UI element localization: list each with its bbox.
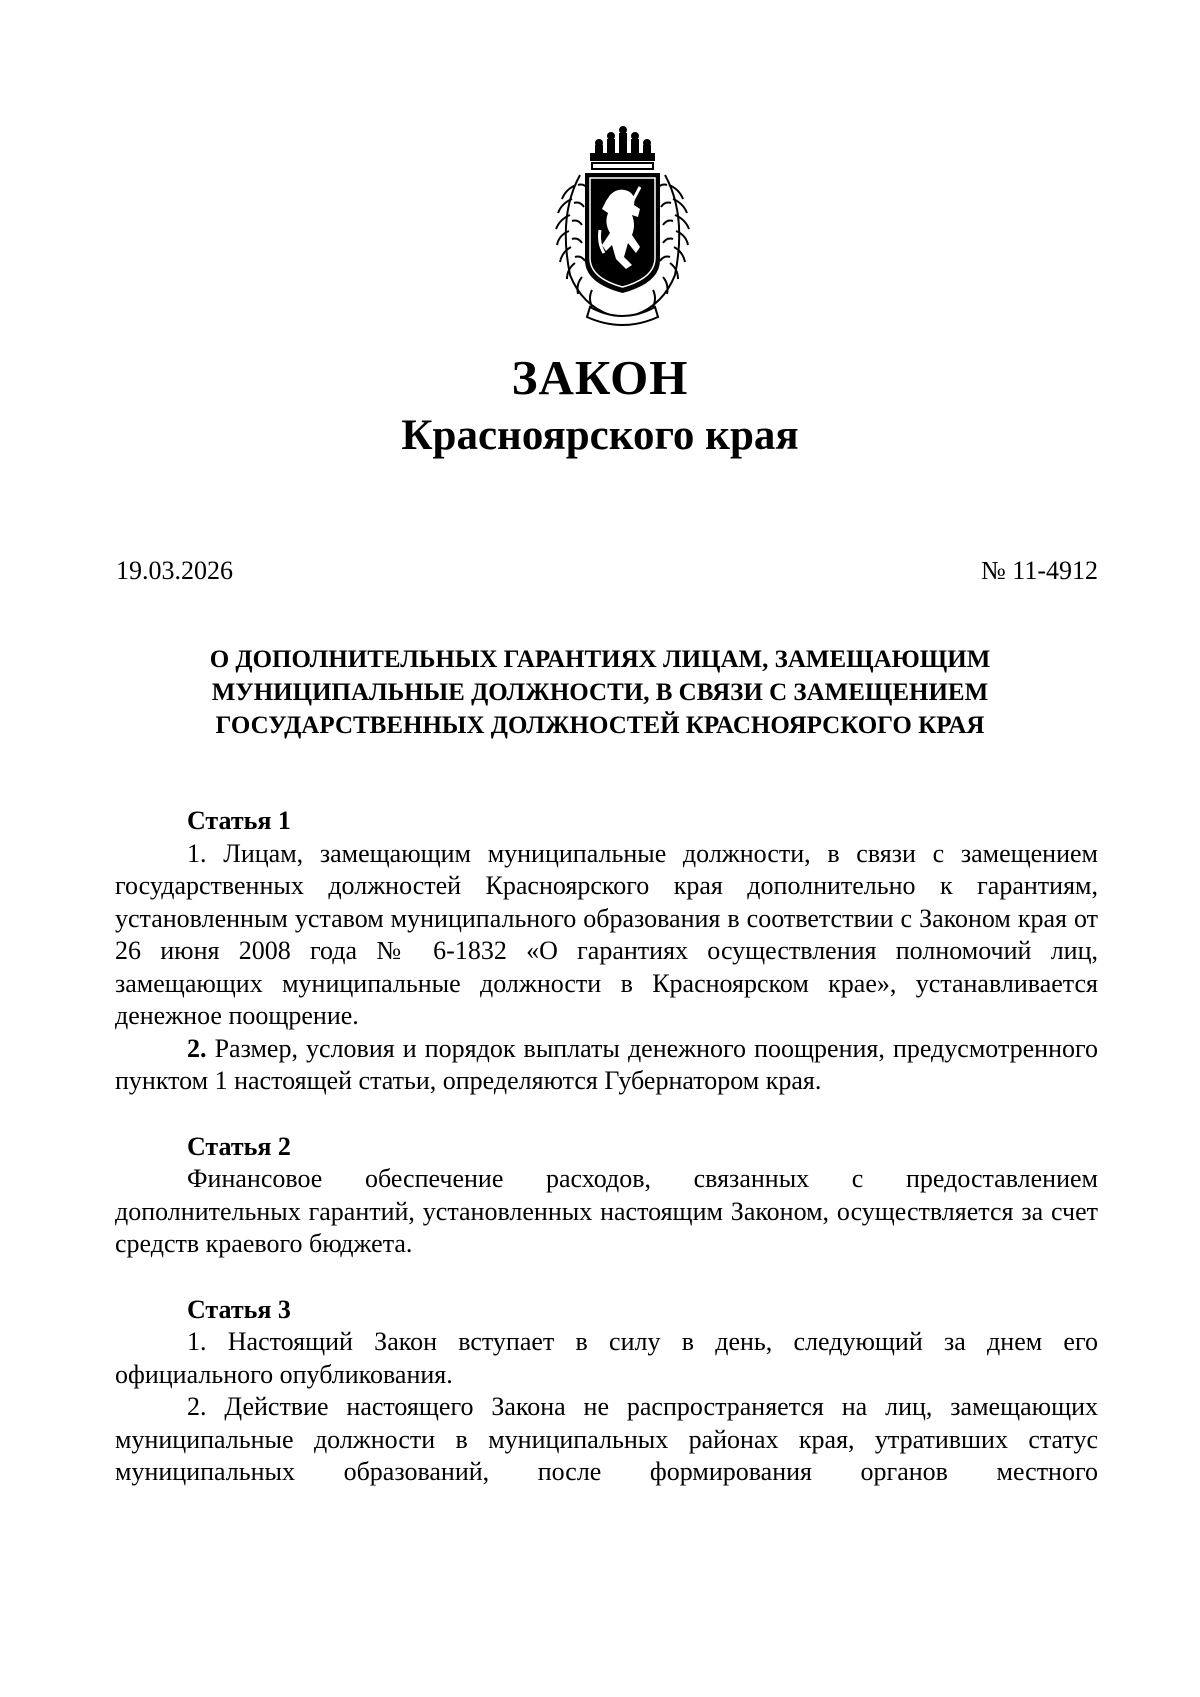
article-paragraph	[115, 1163, 1098, 1261]
paragraph-number: 1.	[187, 1327, 207, 1356]
paragraph-text: Лицам, замещающим муниципальные должности, в связи с замещением государственных должностей Красноярского края дополнительно к гарантиям, установленным уставом муниципального образования в соответствии с Законом края от 26 июня 2008 года № 6-1832 «О гарантиях осуществления полномочий лиц, замещающих муниципальные должности в Красноярском крае», устанавливается денежное поощрение.	[115, 838, 1098, 1030]
article-paragraph	[115, 1391, 1098, 1489]
paragraph-text: Размер, условия и порядок выплаты денежного поощрения, предусмотренного пунктом 1 настоящей статьи, определяются Губернатором края.	[115, 1033, 1099, 1095]
law-heading	[150, 643, 1050, 742]
heading-line: О ДОПОЛНИТЕЛЬНЫХ ГАРАНТИЯХ ЛИЦАМ, ЗАМЕЩАЮЩИМ	[209, 646, 991, 673]
article-title: Статья 2	[187, 1131, 291, 1161]
article-2	[115, 1131, 1098, 1261]
article-title: Статья 1	[187, 806, 291, 835]
article-title: Статья 3	[187, 1294, 291, 1324]
paragraph-number: 2.	[187, 1392, 207, 1421]
heading-line: ГОСУДАРСТВЕННЫХ ДОЛЖНОСТЕЙ КРАСНОЯРСКОГО КРАЯ	[215, 712, 985, 739]
paragraph-text: Финансовое обеспечение расходов, связанных с предоставлением дополнительных гарантий, установленных настоящим Законом, осуществляется за счет средств краевого бюджета.	[115, 1164, 1098, 1258]
document-body	[115, 805, 1098, 1489]
document-date: 19.03.2026	[116, 556, 233, 585]
article-paragraph	[115, 1033, 1098, 1098]
paragraph-text: Действие настоящего Закона не распространяется на лиц, замещающих муниципальные должности в муниципальных районах края, утративших статус муниципальных образований, после формирования органов местного	[115, 1392, 1099, 1486]
document-title: ЗАКОН	[511, 350, 689, 405]
document-subtitle: Красноярского края	[401, 412, 799, 459]
document-number: № 11-4912	[981, 556, 1098, 585]
article-3	[115, 1294, 1098, 1489]
article-paragraph	[115, 838, 1098, 1033]
article-1	[115, 805, 1098, 1098]
paragraph-text: Настоящий Закон вступает в силу в день, следующий за днем его официального опубликования.	[115, 1327, 1098, 1389]
krasnoyarsk-coat-of-arms-icon	[540, 125, 705, 330]
heading-line: МУНИЦИПАЛЬНЫЕ ДОЛЖНОСТИ, В СВЯЗИ С ЗАМЕЩЕНИЕМ	[211, 679, 989, 706]
paragraph-number: 1.	[187, 838, 207, 868]
article-paragraph	[115, 1326, 1098, 1391]
paragraph-number: 2.	[187, 1033, 207, 1063]
